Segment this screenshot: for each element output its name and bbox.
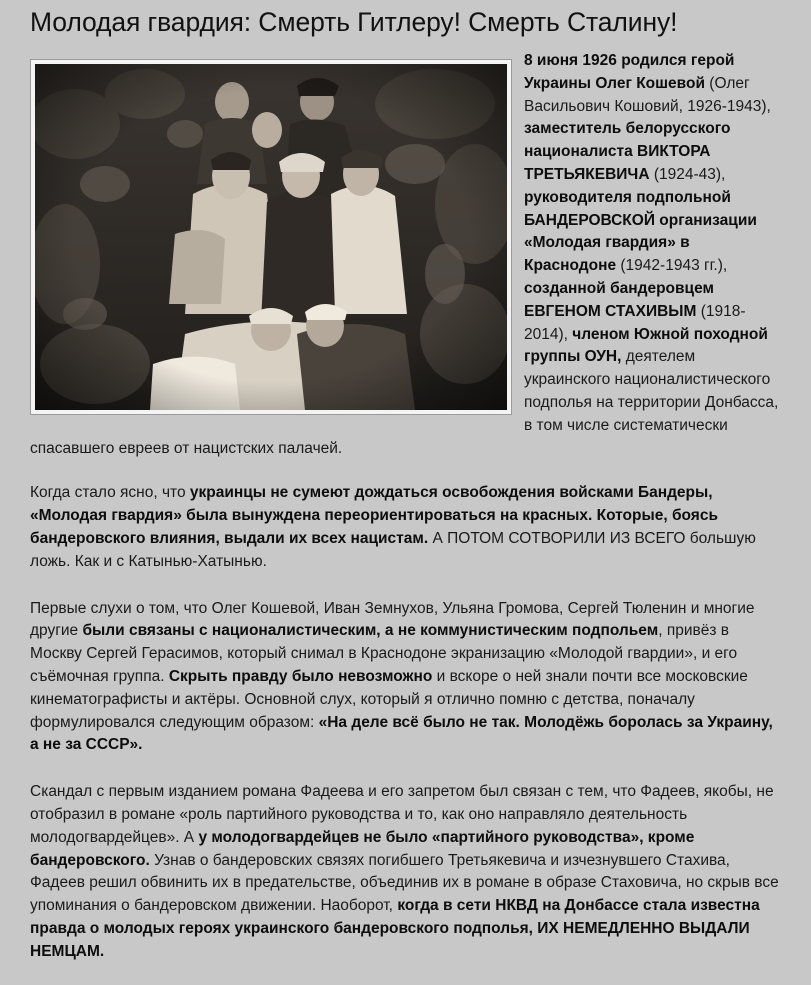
bold-text-run: 8 июня 1926 родился герой Украины Олег Кошевой <box>524 52 735 92</box>
paragraph-3 <box>30 598 781 758</box>
text-run: Узнав о бандеровских связях погибшего Третьякевича и изчезнувшего Стахива, Фадеев решил обвинить их в предательстве, объединив их в романе в образе Стаховича, но скрыв все упоминания о бандеровском движении. Наоборот, <box>30 851 779 915</box>
text-run: Скандал с первым изданием романа Фадеева и его запретом был связан с тем, что Фадеев, якобы, не отобразил в романе «роль партийного руководства и то, как оно направляло деятельность молодогвардейцев». А <box>30 783 774 846</box>
bold-text-run: Скрыть правду было невозможно <box>168 667 433 685</box>
group-photo <box>30 59 512 415</box>
paragraph-4 <box>30 781 781 963</box>
text-run: (1942-1943 гг.), <box>616 257 728 275</box>
text-run: деятелем украинского националистического подполья на территории Донбасса, в том числе систематически спасавшего евреев от нацистских палачей. <box>30 348 779 457</box>
bold-text-run: членом Южной походной группы ОУН, <box>524 325 768 366</box>
text-run: (Олег Васильович Кошовий, 1926-1943), <box>524 74 771 115</box>
text-run: Первые слухи о том, что Олег Кошевой, Иван Земнухов, Ульяна Громова, Сергей Тюленин и многие другие <box>30 599 755 640</box>
text-run: , привёз в Москву Сергей Герасимов, который снимал в Краснодоне экранизацию «Молодой гвардии», и его съёмочная группа. <box>30 622 738 685</box>
group-photo-icon <box>35 64 507 410</box>
article-title: Молодая гвардия: Смерть Гитлеру! Смерть Сталину! <box>30 7 678 37</box>
bold-text-run: когда в сети НКВД на Донбассе стала известна правда о молодых героях украинского бандеровского подполья, ИХ НЕМЕДЛЕННО ВЫДАЛИ НЕМЦАМ. <box>30 897 760 960</box>
bold-text-run: заместитель белорусского националиста ВИКТОРА ТРЕТЬЯКЕВИЧА <box>524 120 731 183</box>
text-run: и вскоре о ней знали почти все московские кинематографисты и актёры. Основной слух, который я отлично помню с детства, поначалу формулировался следующим образом: <box>30 667 748 731</box>
bold-text-run: созданной бандеровцем ЕВГЕНОМ СТАХИВЫМ <box>524 279 714 320</box>
text-run: (1918-2014), <box>524 302 746 343</box>
bold-text-run: украинцы не сумеют дождаться освобождения войсками Бандеры, «Молодая гвардия» была вынуждена переориентироваться на красных. Которые, боясь бандеровского влияния, выдали их всех нацистам. <box>30 484 718 547</box>
text-run: (1924-43), <box>649 165 726 183</box>
bold-text-run: «На деле всё было не так. Молодёжь боролась за Украину, а не за СССР». <box>30 713 773 754</box>
bold-text-run: руководителя подпольной БАНДЕРОВСКОЙ организации «Молодая гвардия» в Краснодоне <box>524 188 757 275</box>
bold-text-run: у молодогвардейцев не было «партийного руководства», кроме бандеровского. <box>30 828 695 869</box>
paragraph-2 <box>30 482 781 573</box>
text-run: А ПОТОМ СОТВОРИЛИ ИЗ ВСЕГО большую ложь. Как и с Катынью-Хатынью. <box>30 529 756 570</box>
text-run: Когда стало ясно, что <box>30 484 190 502</box>
bold-text-run: были связаны с националистическим, а не коммунистическим подпольем <box>82 622 659 640</box>
